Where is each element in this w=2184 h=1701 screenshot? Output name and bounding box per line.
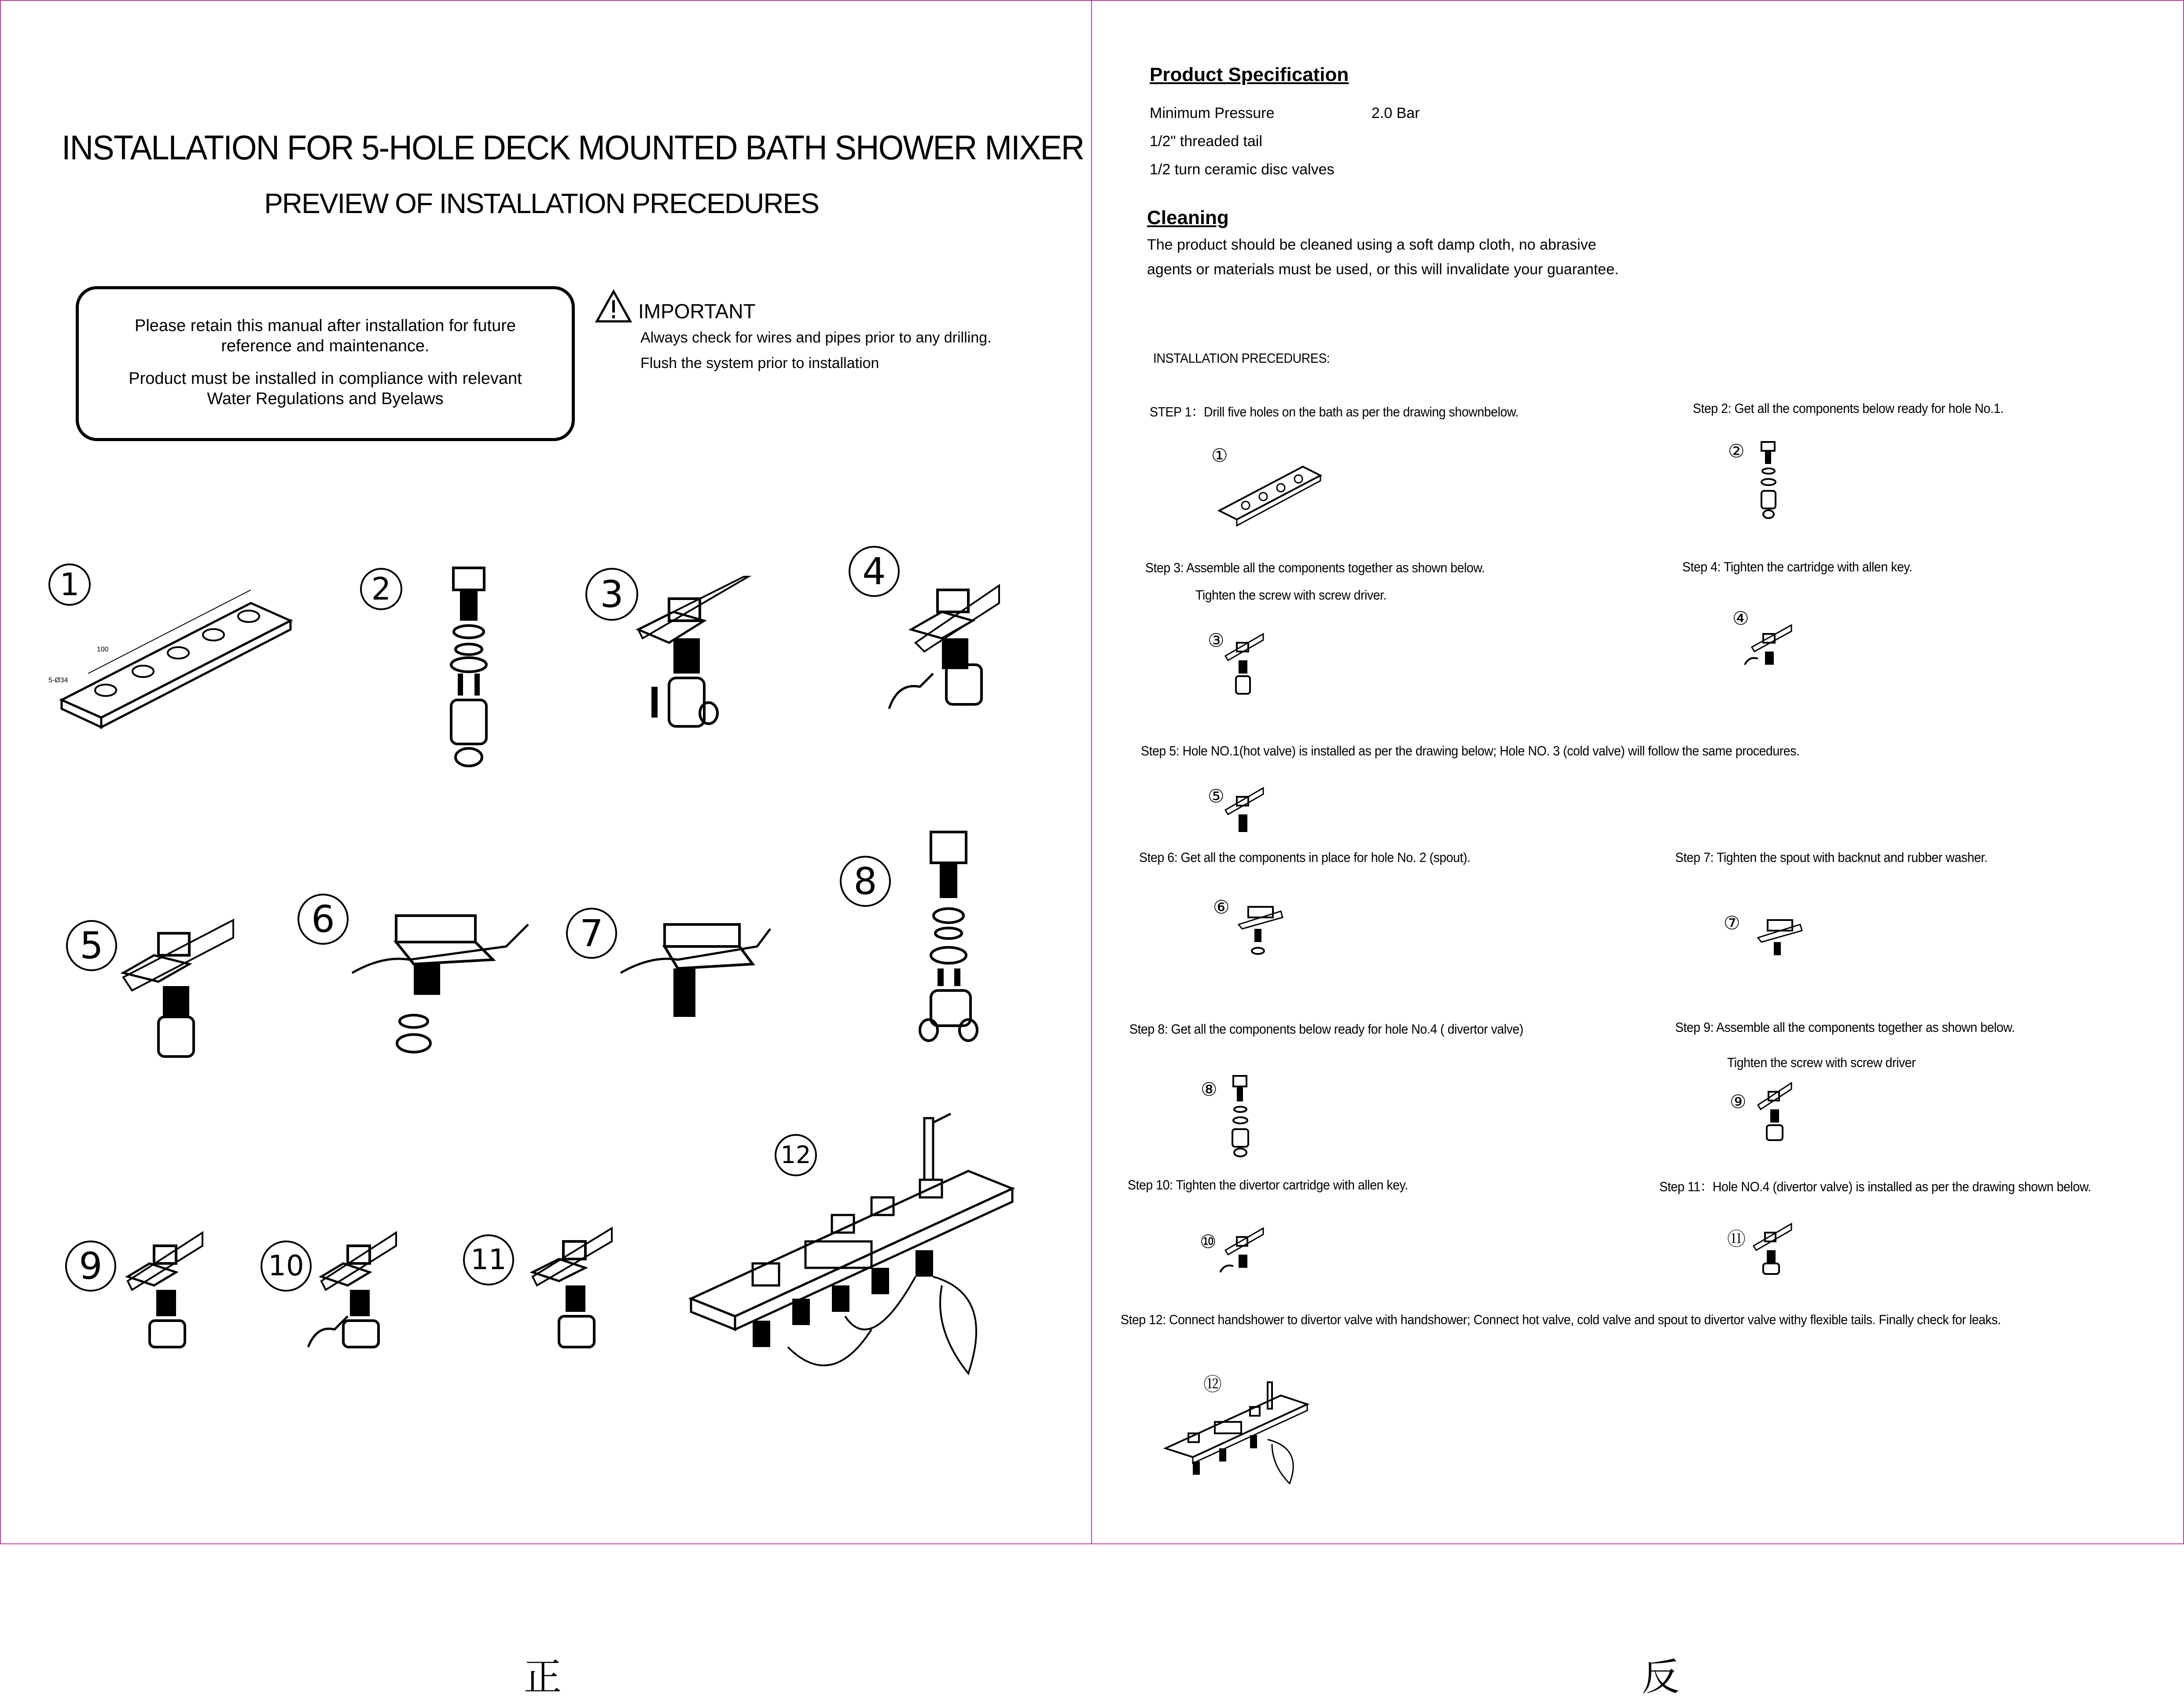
- step-7: Step 7: Tighten the spout with backnut and rubber washer.: [1675, 850, 1988, 865]
- mini-number-10: ⑩: [1200, 1231, 1217, 1252]
- procedures-title: INSTALLATION PRECEDURES:: [1153, 350, 1330, 366]
- mini-cartridge-tighten-drawing: [1743, 616, 1796, 691]
- spec-title: Product Specification: [1150, 64, 1349, 85]
- notice-line-3: Product must be installed in compliance with relevant: [129, 369, 522, 388]
- hot-valve-installed-drawing: [119, 911, 251, 1070]
- figure-number-3: 3: [585, 568, 638, 621]
- important-title: IMPORTANT: [638, 300, 756, 323]
- notice-line-4: Water Regulations and Byelaws: [207, 390, 444, 408]
- mini-spout-installed-drawing: [1756, 911, 1805, 960]
- mini-spout-components-drawing: [1237, 898, 1285, 960]
- full-assembly-drawing: [687, 1109, 1030, 1418]
- mini-number-1: ①: [1211, 445, 1228, 466]
- page-title: INSTALLATION FOR 5-HOLE DECK MOUNTED BATH SHOWER MIXER: [62, 128, 1084, 167]
- mini-number-7: ⑦: [1724, 912, 1740, 934]
- warning-icon: [595, 290, 632, 323]
- mini-hot-valve-drawing: [1224, 784, 1268, 836]
- deck-plate-drawing: [44, 572, 290, 731]
- front-side-mark: 正: [524, 1655, 562, 1699]
- step-9a: Step 9: Assemble all the components together as shown below.: [1675, 1020, 2015, 1035]
- step-9b: Tighten the screw with screw driver: [1727, 1055, 1916, 1070]
- mini-valve-components-drawing: [1756, 440, 1783, 519]
- spec-value-1: 2.0 Bar: [1371, 105, 1420, 122]
- mini-number-6: ⑥: [1213, 896, 1230, 918]
- step-4: Step 4: Tighten the cartridge with allen key.: [1682, 559, 1912, 574]
- mini-number-12: ⑫: [1203, 1373, 1222, 1395]
- step-1: STEP 1：Drill five holes on the bath as per the drawing shownbelow.: [1150, 404, 1519, 420]
- figure-number-10: 10: [261, 1241, 312, 1292]
- spout-installed-drawing: [616, 898, 775, 1030]
- valve-components-drawing: [440, 563, 506, 775]
- mini-diverter-tighten-drawing: [1219, 1224, 1268, 1281]
- figure-number-9: 9: [65, 1241, 116, 1292]
- step-10: Step 10: Tighten the divertor cartridge with allen key.: [1128, 1177, 1408, 1193]
- diverter-components-drawing: [920, 828, 986, 1048]
- figure-number-8: 8: [840, 856, 891, 907]
- mini-number-2: ②: [1728, 440, 1745, 462]
- mini-number-4: ④: [1732, 608, 1749, 629]
- step-2: Step 2: Get all the components below ready for hole No.1.: [1693, 401, 2004, 416]
- cleaning-line-1: The product should be cleaned using a soft damp cloth, no abrasive: [1147, 236, 1596, 253]
- step-3b: Tighten the screw with screw driver.: [1195, 587, 1387, 603]
- diverter-assembled-drawing: [123, 1228, 211, 1360]
- mini-diverter-components-drawing: [1228, 1074, 1254, 1158]
- mini-number-8: ⑧: [1201, 1079, 1217, 1100]
- figure-number-2: 2: [360, 568, 402, 610]
- important-line-1: Always check for wires and pipes prior to any drilling.: [640, 329, 992, 346]
- spec-label-1: Minimum Pressure: [1150, 105, 1275, 122]
- mini-diverter-assembled-drawing: [1756, 1079, 1796, 1149]
- spacing-label: 100: [97, 646, 109, 653]
- figure-number-7: 7: [566, 908, 617, 959]
- diverter-tighten-drawing: [308, 1228, 405, 1360]
- cleaning-title: Cleaning: [1147, 207, 1229, 228]
- notice-line-2: reference and maintenance.: [221, 337, 430, 355]
- cleaning-line-2: agents or materials must be used, or this will invalidate your guarantee.: [1147, 261, 1619, 278]
- notice-box: [76, 286, 575, 441]
- mini-deck-plate-drawing: [1215, 449, 1320, 528]
- mini-number-9: ⑨: [1730, 1091, 1746, 1112]
- mini-number-3: ③: [1208, 630, 1224, 651]
- figure-number-5: 5: [66, 920, 117, 971]
- mini-number-5: ⑤: [1208, 785, 1224, 807]
- figure-number-4: 4: [849, 546, 900, 597]
- step-11: Step 11：Hole NO.4 (divertor valve) is installed as per the drawing shown below.: [1659, 1179, 2091, 1194]
- spec-label-2: 1/2" threaded tail: [1150, 133, 1262, 150]
- step-3a: Step 3: Assemble all the components together as shown below.: [1145, 560, 1485, 575]
- back-side-mark: 反: [1642, 1655, 1680, 1699]
- mini-number-11: ⑪: [1727, 1228, 1746, 1250]
- figure-number-12: 12: [775, 1134, 817, 1176]
- important-line-2: Flush the system prior to installation: [640, 355, 879, 372]
- diverter-installed-drawing: [528, 1224, 625, 1356]
- mini-assembled-valve-drawing: [1224, 630, 1268, 704]
- figure-number-1: 1: [48, 563, 91, 606]
- mini-diverter-installed-drawing: [1752, 1219, 1796, 1277]
- holes-label: 5-Ø34: [48, 677, 68, 684]
- mini-full-assembly-drawing: [1162, 1373, 1312, 1488]
- cartridge-tighten-drawing: [880, 563, 1012, 722]
- page-subtitle: PREVIEW OF INSTALLATION PRECEDURES: [264, 188, 819, 219]
- figure-number-6: 6: [298, 894, 349, 945]
- assembled-valve-drawing: [634, 559, 766, 757]
- step-5: Step 5: Hole NO.1(hot valve) is installed as per the drawing below; Hole NO. 3 (cold valve) will follow the same procedures.: [1141, 743, 1800, 758]
- figure-number-11: 11: [463, 1234, 514, 1285]
- step-8: Step 8: Get all the components below ready for hole No.4 ( divertor valve): [1129, 1021, 1523, 1037]
- notice-line-1: Please retain this manual after installation for future: [134, 317, 516, 335]
- step-6: Step 6: Get all the components in place for hole No. 2 (spout).: [1139, 850, 1471, 865]
- step-12: Step 12: Connect handshower to divertor valve with handshower; Connect hot valve, cold valve and spout to divertor valve withy flexible tails. Finally check for leaks.: [1121, 1312, 2001, 1327]
- spout-components-drawing: [348, 889, 533, 1065]
- spec-label-3: 1/2 turn ceramic disc valves: [1150, 161, 1335, 178]
